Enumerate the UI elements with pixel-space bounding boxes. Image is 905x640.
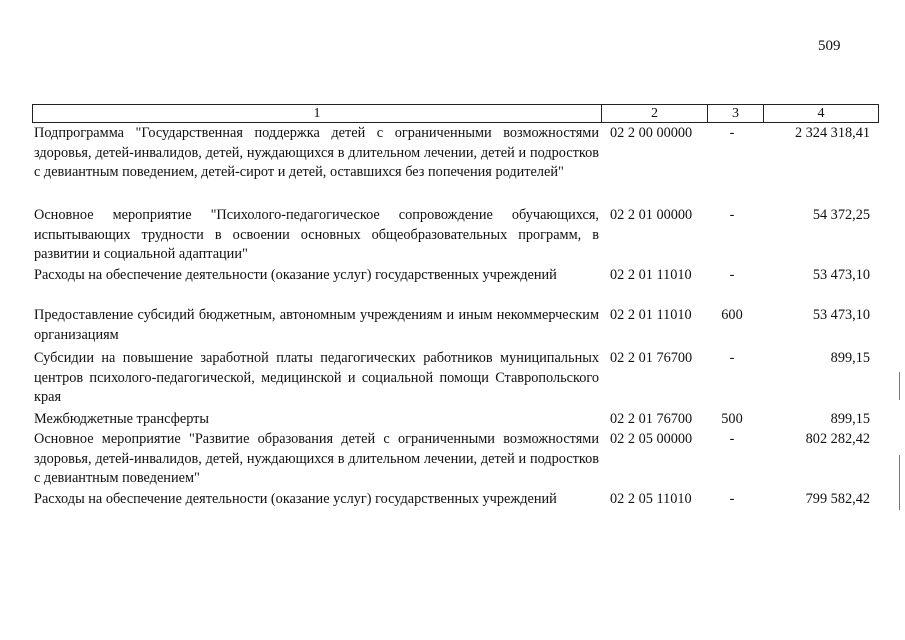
row-description: Предоставление субсидий бюджетным, автономным учреждениям и иным некоммерческим организациям: [34, 307, 599, 343]
row-expense-type: -: [729, 491, 735, 507]
row-code: 02 2 05 00000: [610, 431, 693, 447]
row-code: 02 2 01 11010: [610, 267, 692, 283]
row-expense-type: -: [729, 125, 735, 141]
row-description: Основное мероприятие "Психолого-педагогическое сопровождение обучающихся, испытывающих трудности в освоении основных общеобразовательных программ, в развитии и социальной адаптации": [34, 207, 599, 262]
scan-edge-mark: [899, 455, 900, 510]
row-amount: 53 473,10: [812, 267, 870, 283]
row-expense-type: -: [729, 350, 735, 366]
row-amount: 799 582,42: [805, 491, 870, 507]
row-description: Основное мероприятие "Развитие образования детей с ограниченными возможностями здоровья, детей-инвалидов, детей, нуждающихся в длительном лечении, детей и подростков с девиантным поведением": [34, 431, 599, 486]
row-description: Подпрограмма "Государственная поддержка детей с ограниченными возможностями здоровья, детей-инвалидов, детей, нуждающихся в длительном лечении, детей и подростков с девиантным поведением, детей-сирот и детей, оставшихся без попечения родителей": [34, 125, 599, 180]
row-code: 02 2 01 11010: [610, 307, 692, 323]
header-col-4: 4: [763, 105, 878, 122]
row-expense-type: 500: [721, 411, 743, 427]
page-number: 509: [818, 38, 841, 54]
header-col-3: 3: [707, 105, 763, 122]
row-amount: 899,15: [830, 350, 870, 366]
row-description: Расходы на обеспечение деятельности (оказание услуг) государственных учреждений: [34, 491, 557, 507]
row-expense-type: 600: [721, 307, 743, 323]
table-header: [32, 104, 879, 123]
row-code: 02 2 01 76700: [610, 350, 693, 366]
row-code: 02 2 05 11010: [610, 491, 692, 507]
row-code: 02 2 01 00000: [610, 207, 693, 223]
header-col-1: 1: [313, 106, 321, 121]
row-code: 02 2 01 76700: [610, 411, 693, 427]
row-amount: 802 282,42: [805, 431, 870, 447]
scan-edge-mark: [899, 372, 900, 400]
row-amount: 53 473,10: [812, 307, 870, 323]
row-amount: 899,15: [830, 411, 870, 427]
row-expense-type: -: [729, 207, 735, 223]
row-amount: 54 372,25: [812, 207, 870, 223]
row-code: 02 2 00 00000: [610, 125, 693, 141]
row-amount: 2 324 318,41: [794, 125, 870, 141]
row-description: Расходы на обеспечение деятельности (оказание услуг) государственных учреждений: [34, 267, 557, 283]
header-col-2: 2: [601, 105, 707, 122]
row-expense-type: -: [729, 267, 735, 283]
row-description: Субсидии на повышение заработной платы педагогических работников муниципальных центров психолого-педагогической, медицинской и социальной помощи Ставропольского края: [34, 350, 599, 405]
row-expense-type: -: [729, 431, 735, 447]
row-description: Межбюджетные трансферты: [34, 411, 210, 427]
